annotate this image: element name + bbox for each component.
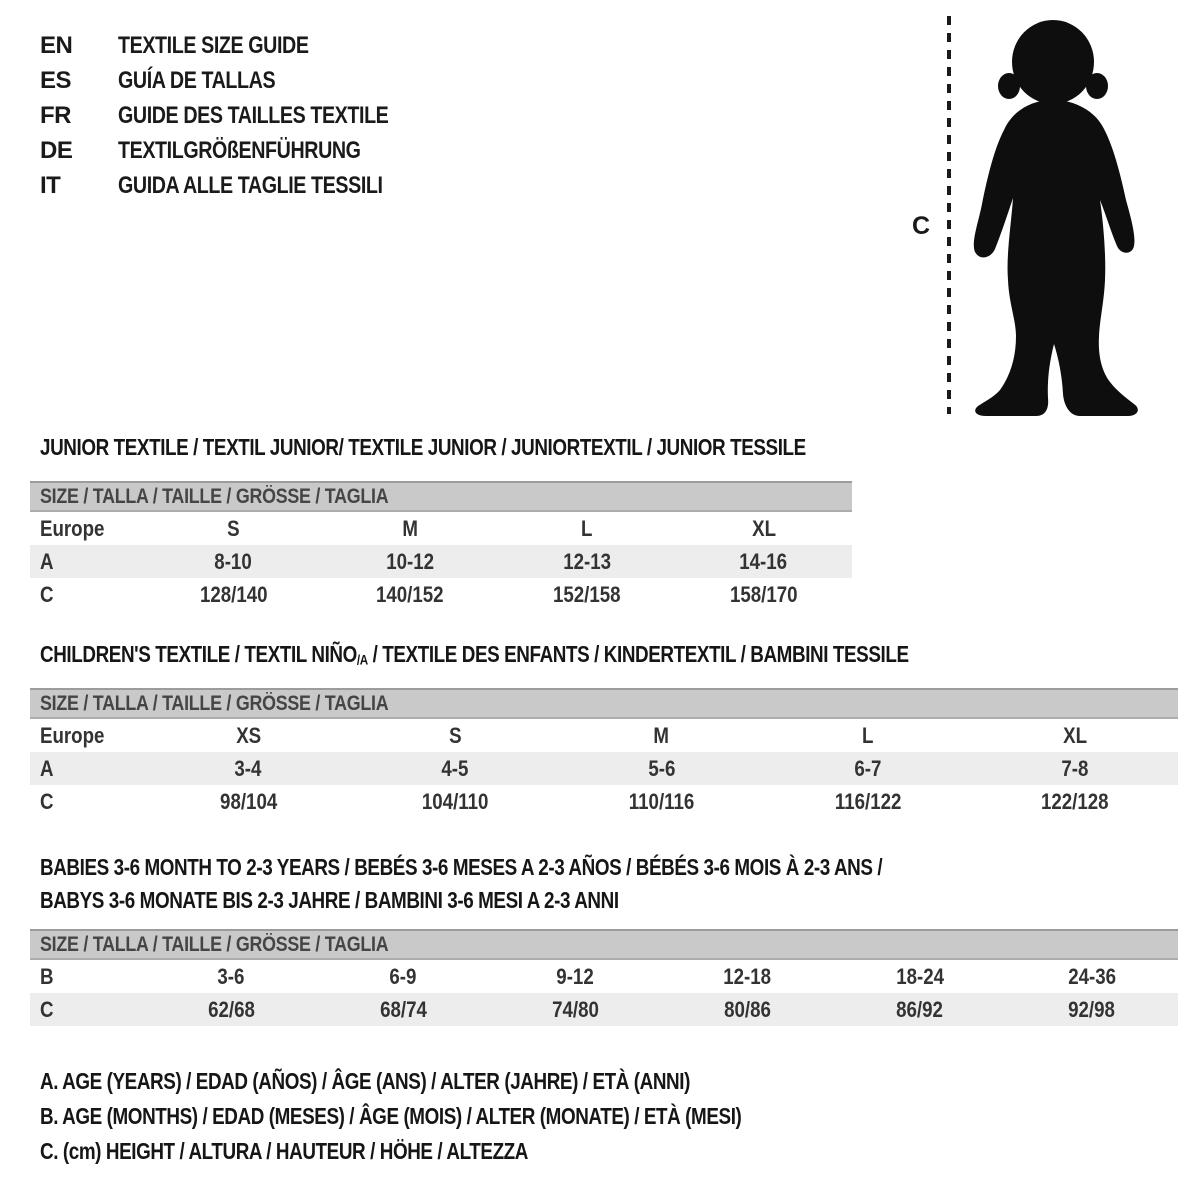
size-cell: 92/98 [1068,996,1116,1022]
size-cell: 128/140 [199,581,268,607]
row-label: C [40,788,54,814]
table-row-europe [30,719,1178,752]
section-title-text: JUNIOR TEXTILE / TEXTIL JUNIOR/ TEXTILE JUNIOR / JUNIORTEXTIL / JUNIOR TESSILE [40,434,806,460]
size-cell: 9-12 [556,963,595,989]
size-header-text: SIZE / TALLA / TAILLE / GRÖSSE / TAGLIA [40,691,389,715]
lang-title: GUIDA ALLE TAGLIE TESSILI [118,172,383,199]
section-title-junior [40,434,974,461]
legend [40,1064,895,1169]
size-cell: 3-6 [217,963,245,989]
size-cell: 5-6 [647,755,675,781]
junior-size-table [30,481,852,611]
size-cell: 12-13 [562,548,611,574]
row-label: Europe [40,515,105,541]
size-cell: 6-9 [389,963,417,989]
size-cell: 152/158 [553,581,621,607]
children-size-table [30,688,1178,818]
babies-size-table [30,929,1178,1026]
language-title-list [40,28,448,203]
size-cell: 116/122 [834,788,902,814]
size-cell: 98/104 [219,788,277,814]
size-cell: L [581,515,593,541]
row-label: A [40,548,54,574]
size-cell: 24-36 [1068,963,1116,989]
table-row-height-cm [30,785,1178,818]
row-label: A [40,755,54,781]
title-part: / TEXTILE DES ENFANTS / KINDERTEXTIL / BAMBINI TESSILE [367,641,909,667]
height-measure-dashed-line [947,16,951,414]
lang-title: GUIDE DES TAILLES TEXTILE [118,102,389,129]
height-measure-label: C [912,212,931,240]
legend-line-a: A. AGE (YEARS) / EDAD (AÑOS) / ÂGE (ANS) / ALTER (JAHRE) / ETÀ (ANNI) [40,1068,690,1094]
table-row-age-months [30,960,1178,993]
section-title-line1: BABIES 3-6 MONTH TO 2-3 YEARS / BEBÉS 3-6 MESES A 2-3 AÑOS / BÉBÉS 3-6 MOIS À 2-3 ANS / [40,854,883,880]
size-cell: 68/74 [379,996,427,1022]
section-title-line2: BABYS 3-6 MONATE BIS 2-3 JAHRE / BAMBINI 3-6 MESI A 2-3 ANNI [40,887,619,913]
size-cell: L [862,722,874,748]
lang-code: FR [40,102,71,129]
lang-title: TEXTILGRÖßENFÜHRUNG [118,137,361,164]
size-cell: 4-5 [441,755,469,781]
size-cell: 3-4 [234,755,262,781]
lang-row-es [40,63,448,98]
size-header-bar [30,481,852,512]
size-cell: 10-12 [386,548,435,574]
size-cell: 18-24 [895,963,944,989]
size-cell: S [227,515,240,541]
size-cell: M [653,722,670,748]
size-header-text: SIZE / TALLA / TAILLE / GRÖSSE / TAGLIA [40,932,389,956]
toddler-silhouette-icon [958,12,1153,416]
section-title-text [40,641,909,669]
lang-row-it [40,168,448,203]
lang-code: IT [40,172,61,199]
lang-title: TEXTILE SIZE GUIDE [118,32,309,59]
size-header-bar [30,929,1178,960]
size-cell: 104/110 [421,788,489,814]
size-cell: S [448,722,462,748]
lang-title: GUÍA DE TALLAS [118,67,276,94]
size-cell: 7-8 [1061,755,1089,781]
size-cell: M [402,515,418,541]
row-label: Europe [40,722,105,748]
size-cell: 14-16 [739,548,788,574]
size-cell: 62/68 [207,996,255,1022]
row-label: C [40,581,54,607]
size-cell: XL [1062,722,1087,748]
table-row-height-cm [30,993,1178,1026]
title-subscript: /A [356,652,368,669]
section-title-babies [40,851,1067,917]
lang-code: EN [40,32,73,59]
row-label: C [40,996,54,1022]
size-cell: 12-18 [723,963,772,989]
size-header-bar [30,688,1178,719]
size-cell: 158/170 [729,581,798,607]
size-header-text: SIZE / TALLA / TAILLE / GRÖSSE / TAGLIA [40,484,389,508]
size-cell: 140/152 [376,581,444,607]
size-cell: XL [751,515,776,541]
size-cell: 8-10 [214,548,253,574]
table-row-europe [30,512,852,545]
lang-row-de [40,133,448,168]
title-part: CHILDREN'S TEXTILE / TEXTIL NIÑO [40,641,357,667]
size-cell: 80/86 [724,996,771,1022]
size-cell: 122/128 [1040,788,1109,814]
row-label: B [40,963,54,989]
lang-code: ES [40,67,72,94]
size-cell: 6-7 [854,755,882,781]
size-cell: 86/92 [896,996,944,1022]
lang-row-en [40,28,448,63]
legend-line-b: B. AGE (MONTHS) / EDAD (MESES) / ÂGE (MOIS) / ALTER (MONATE) / ETÀ (MESI) [40,1103,742,1129]
lang-row-fr [40,98,448,133]
table-row-age-years [30,545,852,578]
lang-code: DE [40,137,73,164]
size-cell: 74/80 [552,996,599,1022]
legend-line-c: C. (cm) HEIGHT / ALTURA / HAUTEUR / HÖHE / ALTEZZA [40,1138,529,1164]
table-row-height-cm [30,578,852,611]
table-row-age-years [30,752,1178,785]
size-cell: 110/116 [628,788,695,814]
section-title-children [40,641,1099,669]
size-cell: XS [235,722,261,748]
